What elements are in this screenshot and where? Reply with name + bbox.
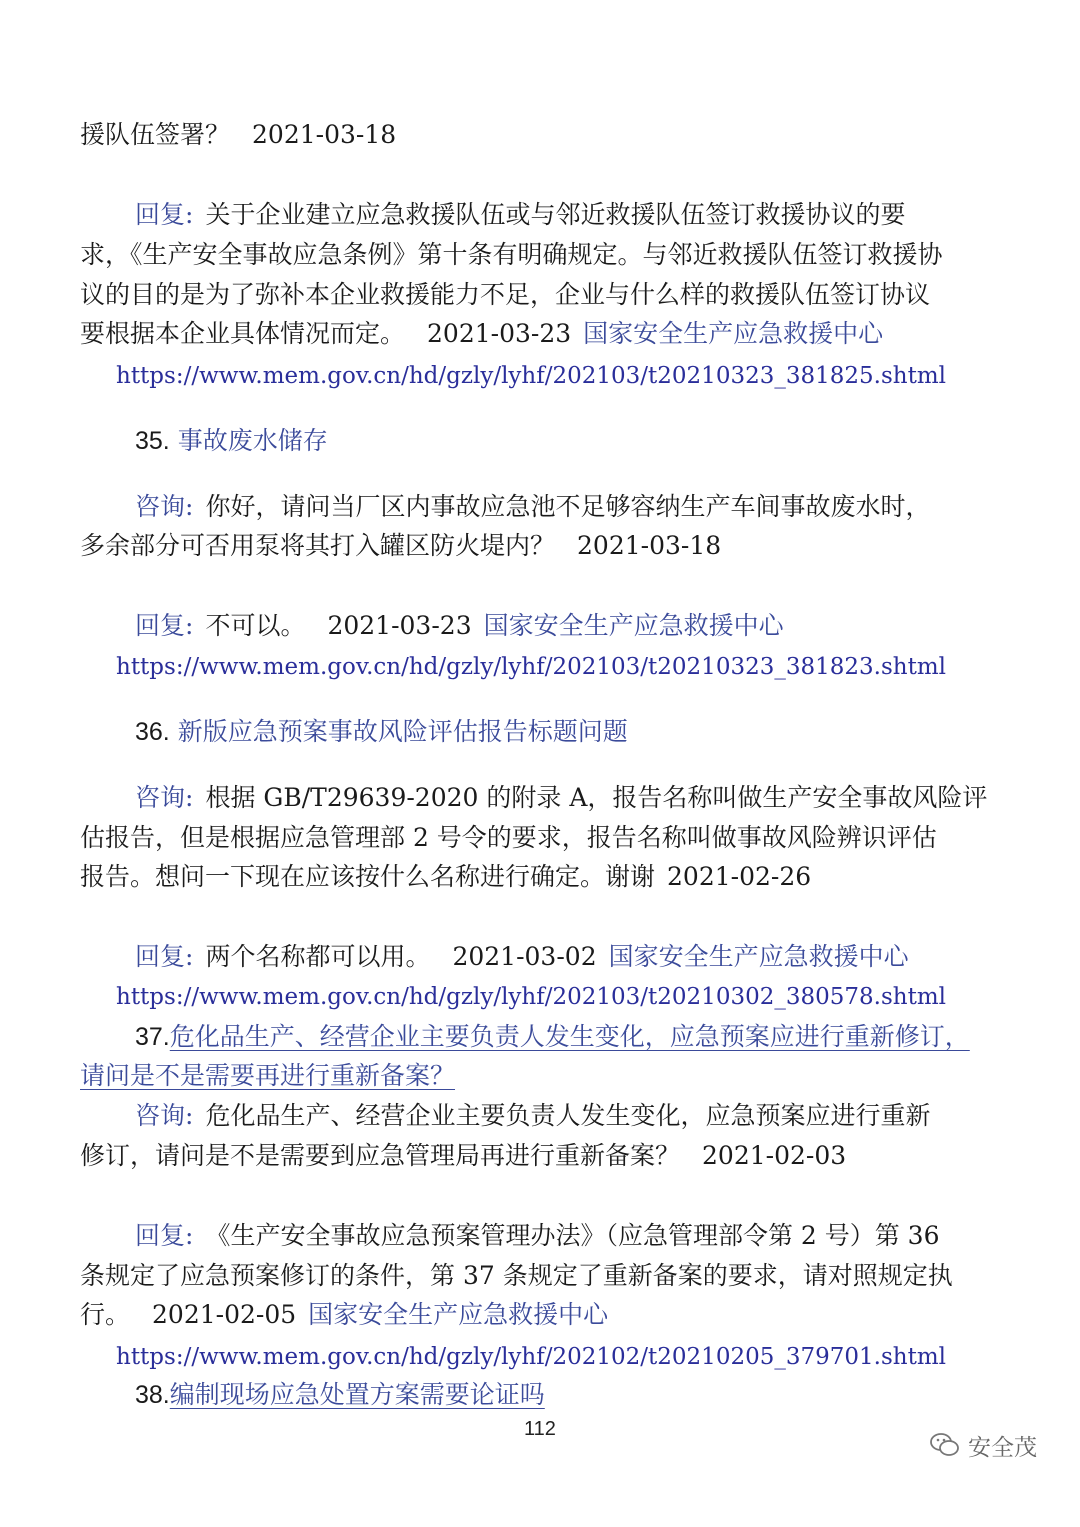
ask-date: 2021-02-26 <box>667 862 812 891</box>
source-url[interactable]: https://www.mem.gov.cn/hd/gzly/lyhf/202103/t20210302_380578.shtml <box>116 984 946 1010</box>
page-number: 112 <box>524 1418 556 1440</box>
ask-label: 咨询: <box>135 783 194 812</box>
ask-line <box>80 528 721 564</box>
reply-line <box>80 1297 608 1333</box>
ask-date: 2021-03-18 <box>577 531 722 560</box>
reply-line <box>135 1218 940 1254</box>
source-org: 国家安全生产应急救援中心 <box>608 942 909 971</box>
ask-text: 报告。想问一下现在应该按什么名称进行确定。谢谢 <box>80 862 656 891</box>
ask-line <box>80 859 811 895</box>
question-text: 援队伍签署？ <box>80 120 231 149</box>
ask-text: 危化品生产、经营企业主要负责人发生变化，应急预案应进行重新 <box>205 1101 931 1130</box>
reply-line: 求，《生产安全事故应急条例》第十条有明确规定。与邻近救援队伍签订救援协 <box>80 240 943 269</box>
ask-text: 你好，请问当厂区内事故应急池不足够容纳生产车间事故废水时， <box>205 492 931 521</box>
question-number: 37. <box>135 1023 170 1051</box>
reply-text: 不可以。 <box>205 611 306 640</box>
ask-text: 多余部分可否用泵将其打入罐区防火堤内？ <box>80 531 556 560</box>
reply-label: 回复: <box>135 942 194 971</box>
ask-line <box>135 489 930 525</box>
ask-text: 修订，请问是不是需要到应急管理局再进行重新备案？ <box>80 1141 681 1170</box>
question-date: 2021-03-18 <box>252 120 397 149</box>
reply-line <box>80 316 883 352</box>
question-title: 事故废水储存 <box>177 426 328 455</box>
question-title-link[interactable]: 危化品生产、经营企业主要负责人发生变化，应急预案应进行重新修订， <box>169 1022 970 1051</box>
question-title-link[interactable]: 编制现场应急处置方案需要论证吗 <box>169 1380 545 1409</box>
reply-date: 2021-03-23 <box>427 319 572 348</box>
question-number: 36. <box>135 718 170 746</box>
reply-text: 要根据本企业具体情况而定。 <box>80 319 406 348</box>
question-heading <box>135 1377 545 1413</box>
reply-text: 行。 <box>80 1300 131 1329</box>
source-org: 国家安全生产应急救援中心 <box>583 319 884 348</box>
ask-date: 2021-02-03 <box>702 1141 847 1170</box>
reply-line: 议的目的是为了弥补本企业救援能力不足，企业与什么样的救援队伍签订协议 <box>80 280 931 309</box>
watermark-text: 安全茂 <box>968 1434 1037 1461</box>
question-continuation <box>80 117 396 153</box>
reply-text: 两个名称都可以用。 <box>205 942 431 971</box>
watermark <box>930 1425 1037 1465</box>
question-number: 38. <box>135 1381 170 1409</box>
source-url[interactable]: https://www.mem.gov.cn/hd/gzly/lyhf/202103/t20210323_381823.shtml <box>116 654 946 680</box>
source-org: 国家安全生产应急救援中心 <box>308 1300 609 1329</box>
question-title: 新版应急预案事故风险评估报告标题问题 <box>177 717 628 746</box>
ask-line <box>135 1098 930 1134</box>
reply-date: 2021-03-02 <box>452 942 597 971</box>
question-heading <box>135 1019 970 1055</box>
ask-line: 估报告，但是根据应急管理部 2 号令的要求，报告名称叫做事故风险辨识评估 <box>80 823 937 852</box>
ask-line <box>135 780 987 816</box>
question-number: 35. <box>135 427 170 455</box>
ask-label: 咨询: <box>135 1101 194 1130</box>
source-org: 国家安全生产应急救援中心 <box>483 611 784 640</box>
question-heading-cont <box>80 1058 455 1094</box>
reply-text: 关于企业建立应急救援队伍或与邻近救援队伍签订救援协议的要 <box>205 200 906 229</box>
question-title-link[interactable]: 请问是不是需要再进行重新备案？ <box>80 1061 456 1090</box>
ask-label: 咨询: <box>135 492 194 521</box>
reply-line <box>135 608 784 644</box>
reply-text: 《生产安全事故应急预案管理办法》（应急管理部令第 2 号）第 36 <box>205 1221 940 1250</box>
wechat-icon <box>930 1432 960 1458</box>
reply-date: 2021-02-05 <box>152 1300 297 1329</box>
reply-label: 回复: <box>135 611 194 640</box>
reply-line <box>135 939 909 975</box>
reply-line: 条规定了应急预案修订的条件，第 37 条规定了重新备案的要求，请对照规定执 <box>80 1261 953 1290</box>
reply-line <box>135 197 905 233</box>
reply-date: 2021-03-23 <box>327 611 472 640</box>
reply-label: 回复: <box>135 1221 194 1250</box>
reply-label: 回复: <box>135 200 194 229</box>
source-url[interactable]: https://www.mem.gov.cn/hd/gzly/lyhf/202102/t20210205_379701.shtml <box>116 1344 946 1370</box>
question-heading <box>135 714 628 750</box>
question-heading <box>135 423 328 459</box>
ask-line <box>80 1138 846 1174</box>
source-url[interactable]: https://www.mem.gov.cn/hd/gzly/lyhf/202103/t20210323_381825.shtml <box>116 363 946 389</box>
ask-text: 根据 GB/T29639-2020 的附录 A，报告名称叫做生产安全事故风险评 <box>205 783 988 812</box>
